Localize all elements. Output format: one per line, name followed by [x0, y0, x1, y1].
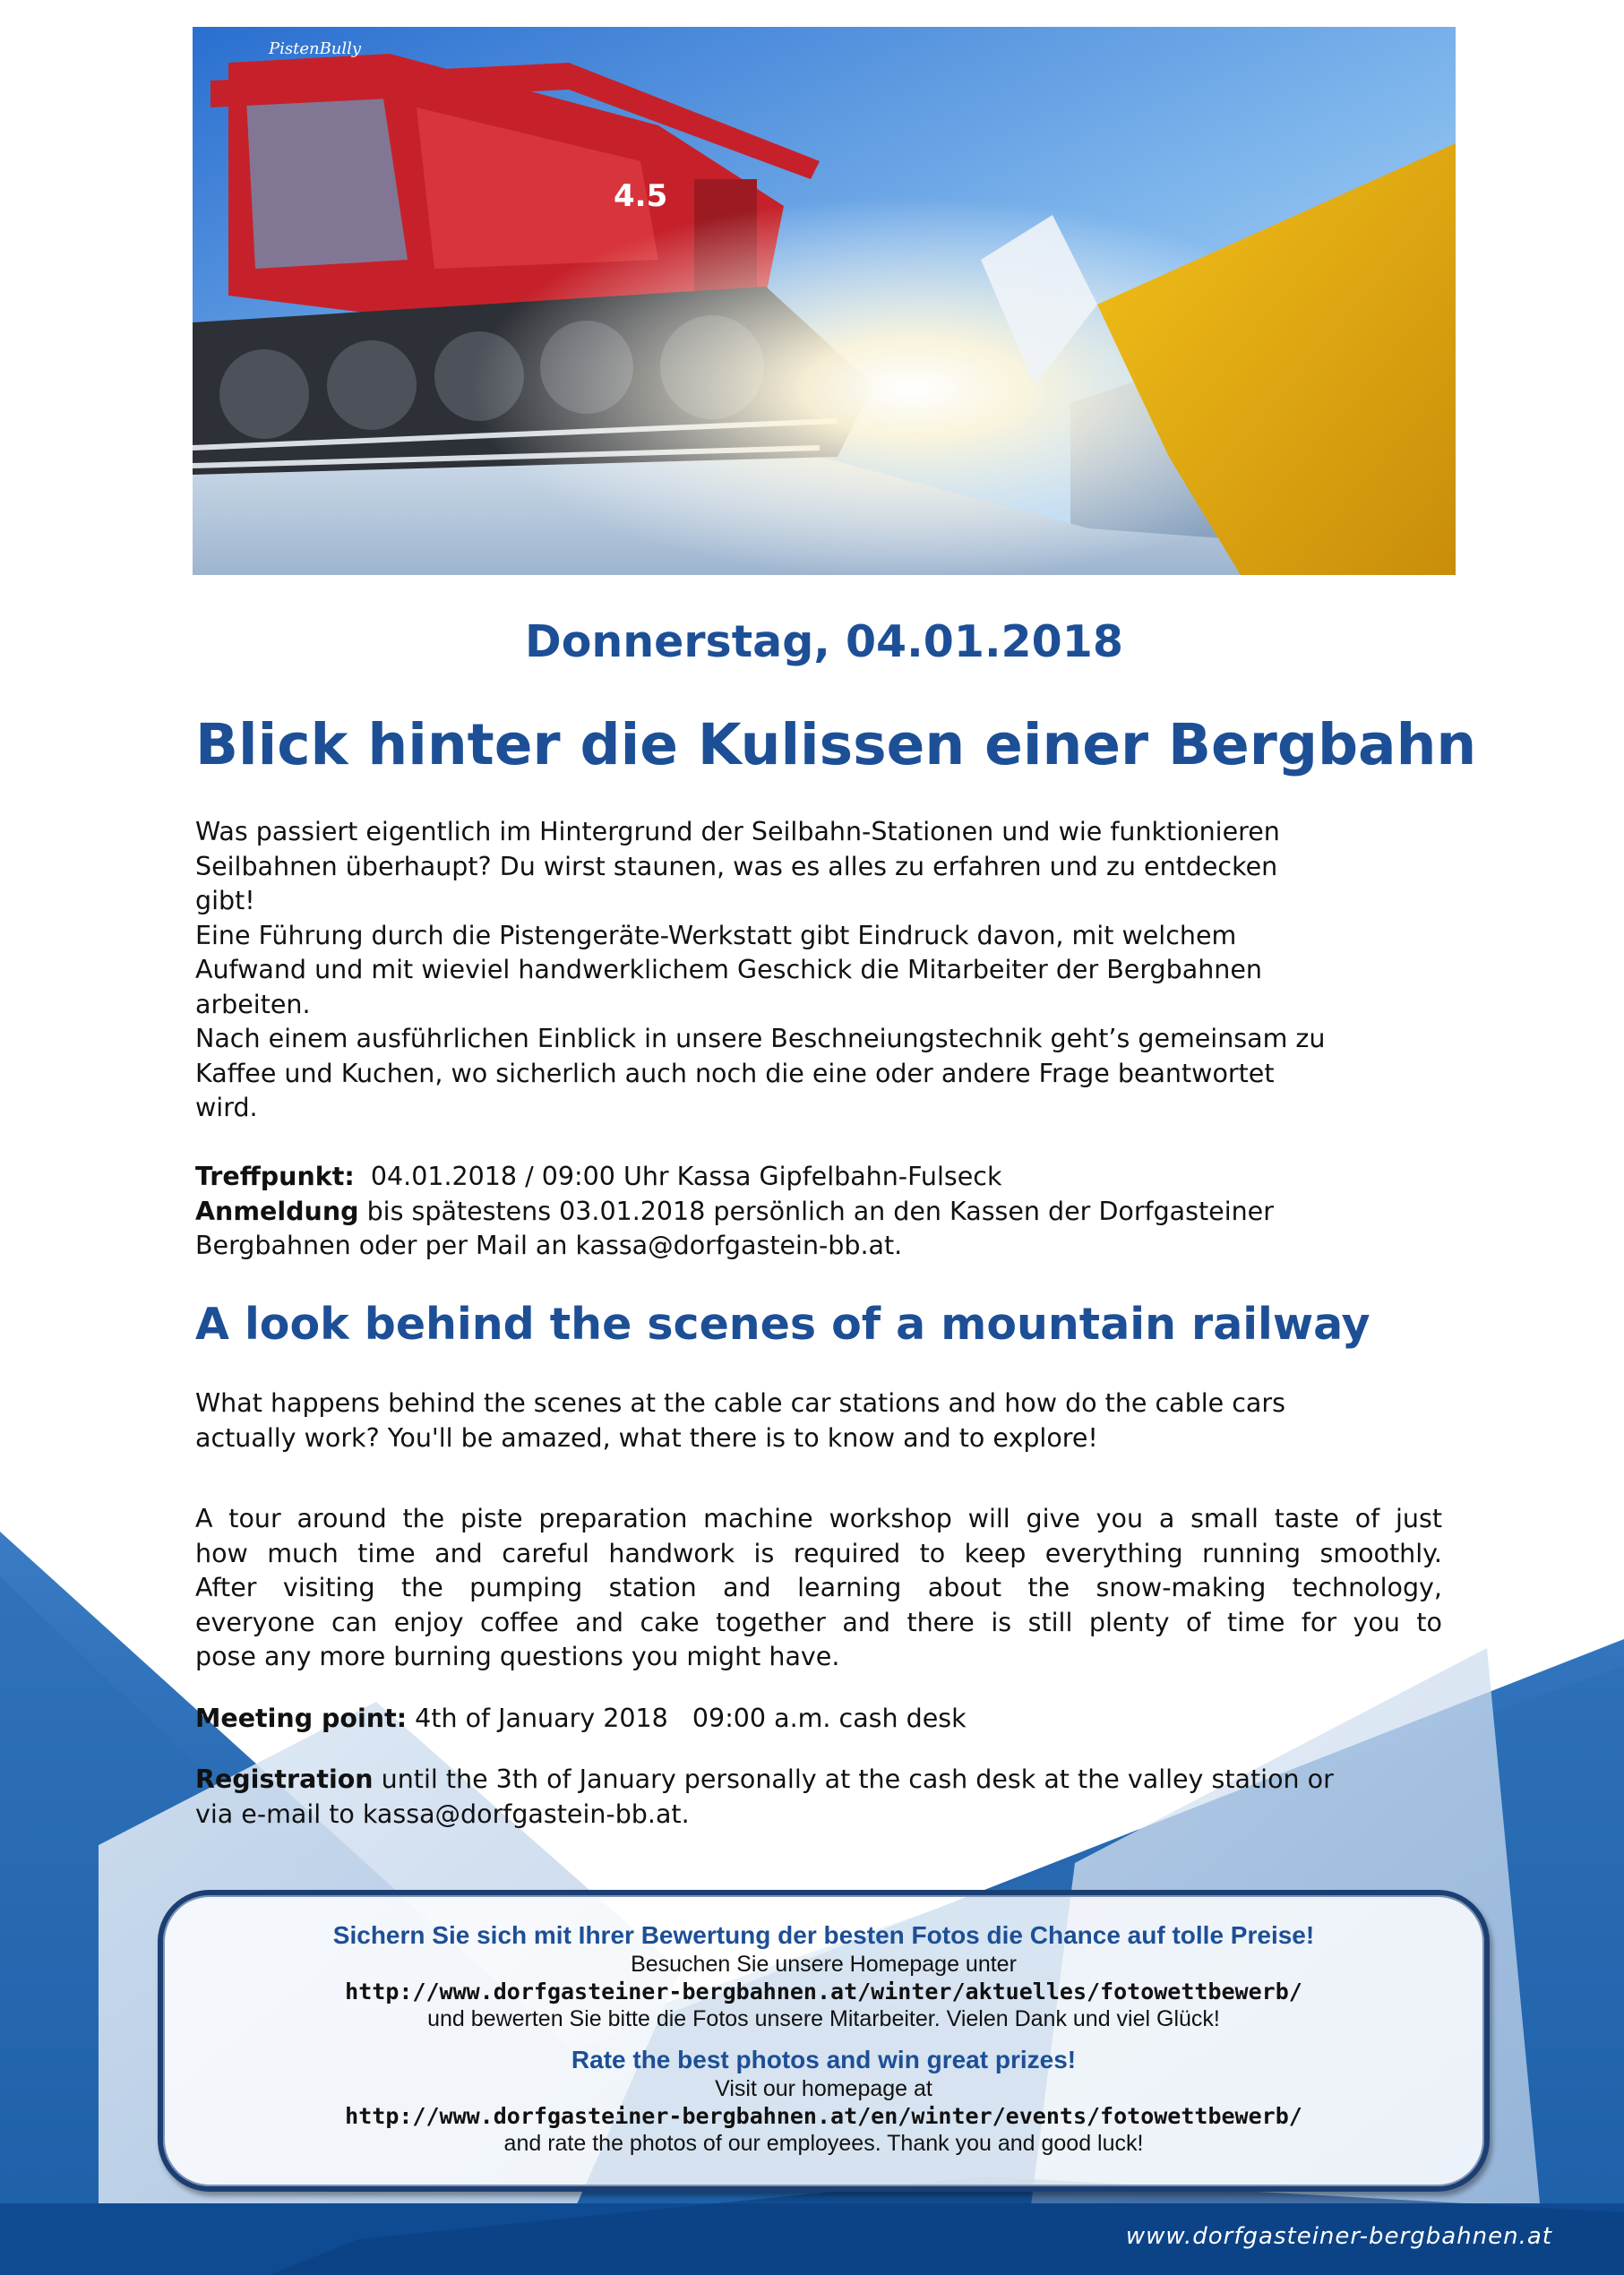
english-intro — [195, 1386, 1442, 1455]
registration-en-line2: via e-mail to kassa@dorfgastein-bb.at. — [195, 1799, 690, 1829]
registration-en-line1 — [195, 1763, 1442, 1798]
event-date: Donnerstag, 04.01.2018 — [525, 616, 1123, 667]
text-line: Kaffee und Kuchen, wo sicherlich auch noch die eine oder andere Frage beantwortet — [195, 1058, 1275, 1088]
meeting-label-de: Treffpunkt: — [195, 1162, 355, 1191]
text-line: A tour around the piste preparation machine workshop will give you a small taste of just — [195, 1504, 1442, 1533]
footer-website-link[interactable]: www.dorfgasteiner-bergbahnen.at — [1125, 2223, 1552, 2250]
registration-label-de: Anmeldung — [195, 1196, 359, 1226]
text-line: After visiting the pumping station and learning about the snow-making technology, — [195, 1573, 1442, 1602]
text-line: Was passiert eigentlich im Hintergrund der Seilbahn-Stationen und wie funktionieren — [195, 817, 1280, 846]
registration-label-en: Registration — [195, 1764, 374, 1794]
registration-text-de: bis spätestens 03.01.2018 persönlich an den Kassen der Dorfgasteiner — [358, 1196, 1274, 1226]
photo-contest-box — [158, 1890, 1490, 2192]
text-line: gibt! — [195, 886, 255, 915]
promo-link-de[interactable]: http://www.dorfgasteiner-bergbahnen.at/winter/aktuelles/fotowettbewerb/ — [345, 1979, 1302, 2005]
meeting-label-en: Meeting point: — [195, 1704, 408, 1733]
title-english: A look behind the scenes of a mountain railway — [195, 1299, 1371, 1350]
english-tour — [195, 1502, 1442, 1675]
german-intro — [195, 815, 1442, 1126]
title-german: Blick hinter die Kulissen einer Bergbahn — [195, 712, 1477, 777]
text-line: everyone can enjoy coffee and cake together and there is still plenty of time for you to — [195, 1607, 1442, 1637]
promo-visit-de: Besuchen Sie unsere Homepage unter — [631, 1952, 1017, 1977]
text-line: Seilbahnen überhaupt? Du wirst staunen, was es alles zu erfahren und zu entdecken — [195, 851, 1278, 881]
text-line: arbeiten. — [195, 989, 311, 1019]
text-line: wird. — [195, 1093, 258, 1122]
promo-thanks-de: und bewerten Sie bitte die Fotos unsere Mitarbeiter. Vielen Dank und viel Glück! — [427, 2006, 1220, 2031]
promo-heading-de: Sichern Sie sich mit Ihrer Bewertung der besten Fotos die Chance auf tolle Preise! — [332, 1921, 1315, 1949]
promo-thanks-en: and rate the photos of our employees. Thank you and good luck! — [503, 2131, 1144, 2156]
meeting-text-de: 04.01.2018 / 09:00 Uhr Kassa Gipfelbahn-Fulseck — [354, 1162, 1002, 1191]
text-line: Nach einem ausführlichen Einblick in unsere Beschneiungstechnik geht’s gemeinsam zu — [195, 1024, 1326, 1053]
meeting-point-en — [195, 1702, 1442, 1737]
text-line: actually work? You'll be amazed, what there is to know and to explore! — [195, 1422, 1098, 1453]
text-line: Aufwand und mit wieviel handwerklichem Geschick die Mitarbeiter der Bergbahnen — [195, 955, 1262, 984]
registration-en — [195, 1763, 1442, 1832]
header-photo — [193, 27, 1456, 575]
promo-visit-en: Visit our homepage at — [715, 2076, 932, 2101]
text-line: What happens behind the scenes at the cable car stations and how do the cable cars — [195, 1388, 1285, 1418]
meeting-point-de — [195, 1160, 1442, 1195]
registration-de-line2: Bergbahnen oder per Mail an kassa@dorfgastein-bb.at. — [195, 1231, 903, 1260]
vehicle-number: 4.5 — [614, 178, 668, 214]
brand-script: PistenBully — [269, 39, 362, 58]
registration-text-en: until the 3th of January personally at the cash desk at the valley station or — [373, 1764, 1334, 1794]
german-details — [195, 1160, 1442, 1264]
promo-heading-en: Rate the best photos and win great prizes! — [571, 2046, 1077, 2073]
promo-link-en[interactable]: http://www.dorfgasteiner-bergbahnen.at/en/winter/events/fotowettbewerb/ — [345, 2103, 1302, 2129]
registration-de — [195, 1195, 1442, 1230]
text-line: pose any more burning questions you might have. — [195, 1642, 840, 1671]
text-line: how much time and careful handwork is required to keep everything running smoothly. — [195, 1538, 1442, 1568]
meeting-text-en: 4th of January 2018 09:00 a.m. cash desk — [407, 1704, 967, 1733]
text-line: Eine Führung durch die Pistengeräte-Werkstatt gibt Eindruck davon, mit welchem — [195, 920, 1237, 950]
